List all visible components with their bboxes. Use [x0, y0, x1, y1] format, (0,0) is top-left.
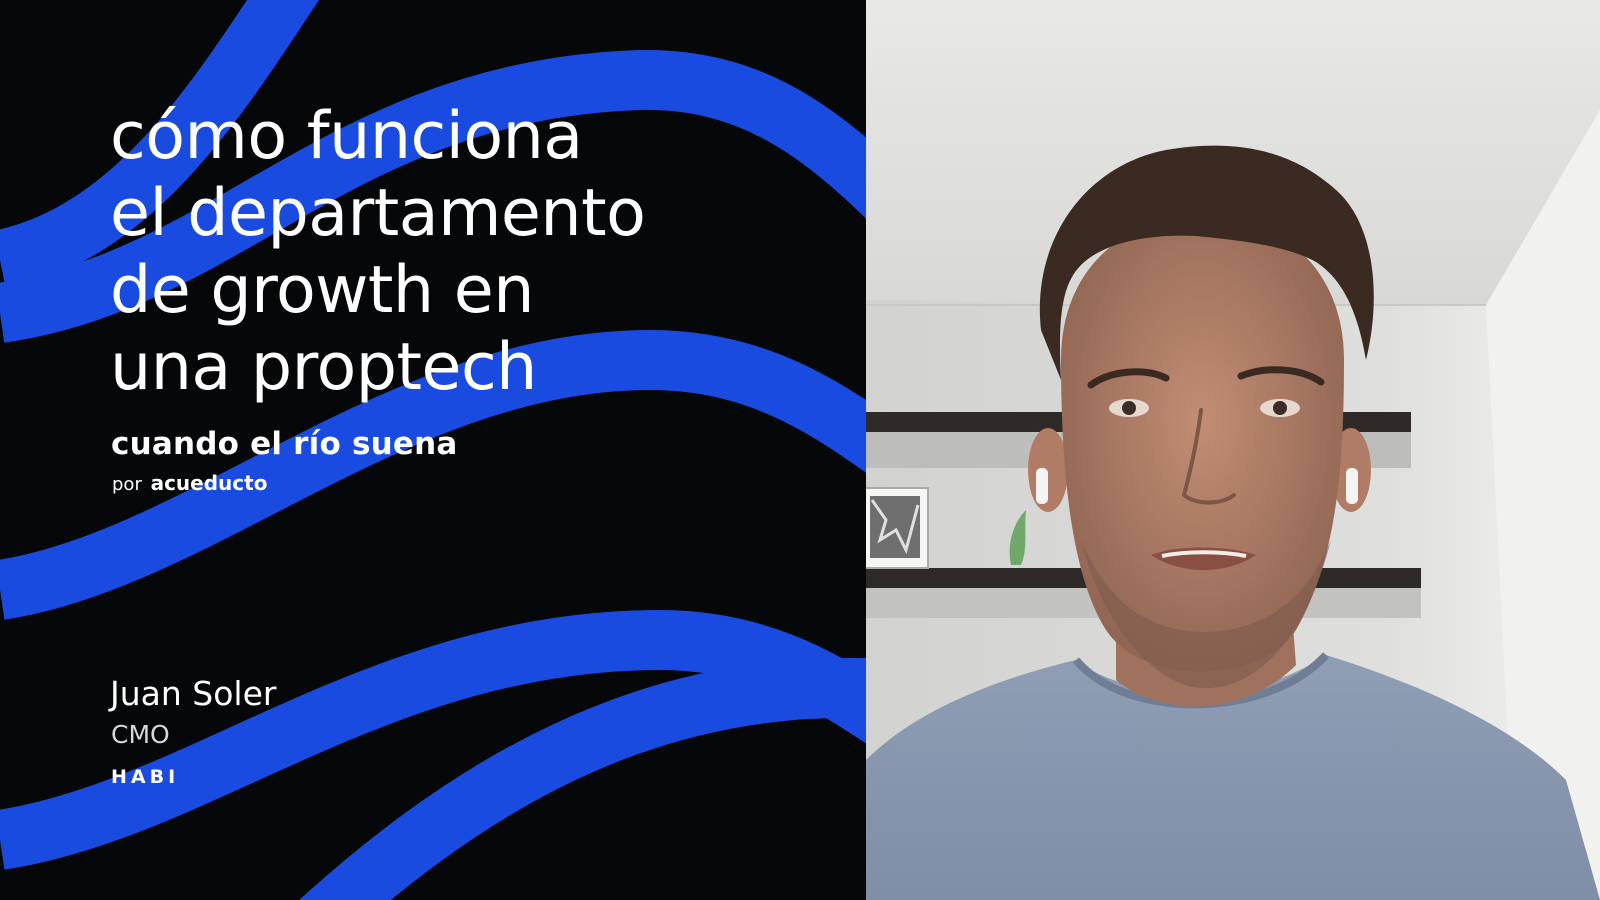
title-line: de growth en: [110, 253, 534, 328]
show-name: cuando el río suena: [111, 426, 458, 462]
guest-video-frame: [866, 0, 1600, 900]
title-line: una proptech: [110, 330, 537, 405]
byline: [112, 471, 267, 495]
title-line: el departamento: [110, 176, 646, 251]
byline-prefix: por: [112, 474, 142, 495]
title-line: cómo funciona: [110, 99, 583, 174]
guest-company: HABI: [111, 766, 180, 788]
byline-brand: acueducto: [150, 471, 268, 495]
episode-title: [110, 98, 810, 406]
guest-name: Juan Soler: [110, 674, 277, 713]
guest-role: CMO: [111, 720, 170, 749]
guest-portrait-illustration: [866, 0, 1600, 900]
